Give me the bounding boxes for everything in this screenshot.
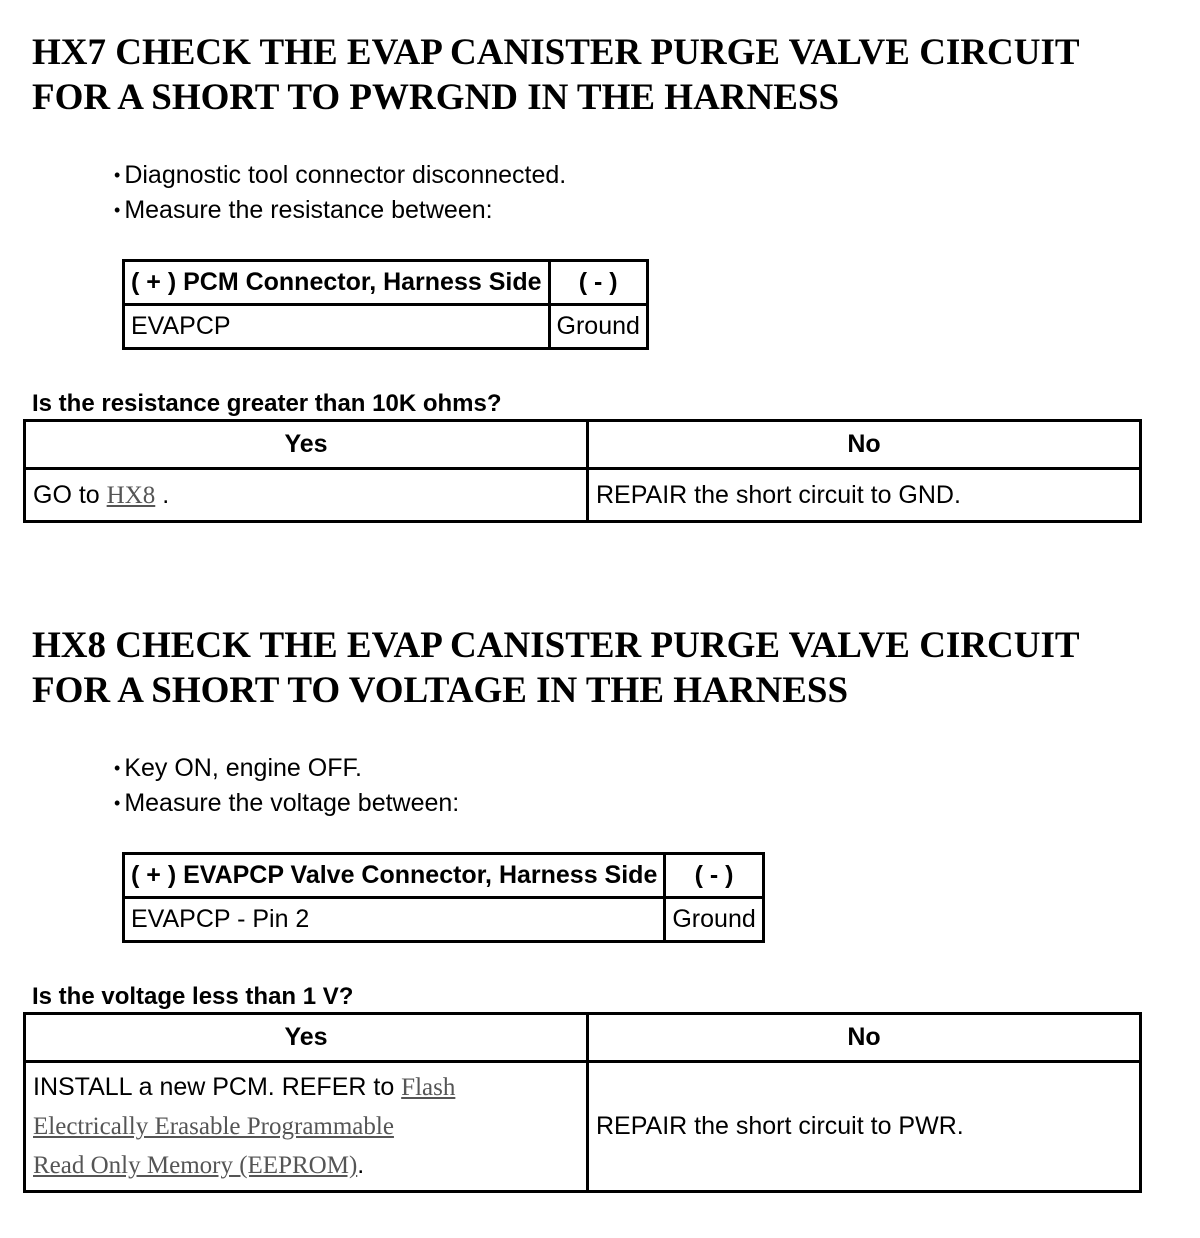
hx8-measure-table — [122, 852, 765, 943]
hx8-row-positive: EVAPCP - Pin 2 — [124, 898, 665, 942]
table-row — [25, 1062, 1141, 1192]
table-row — [124, 898, 764, 942]
hx8-steps — [114, 752, 459, 822]
hx8-yes-prefix: INSTALL a new PCM. REFER to — [33, 1073, 402, 1101]
hx8-no-cell: REPAIR the short circuit to PWR. — [588, 1062, 1141, 1192]
hx7-yes-cell — [25, 469, 588, 522]
hx7-no-cell: REPAIR the short circuit to GND. — [588, 469, 1141, 522]
hx8-title-line1: HX8 CHECK THE EVAP CANISTER PURGE VALVE CIRCUIT — [32, 625, 1080, 666]
hx7-answer-table — [23, 419, 1142, 523]
hx7-yes-header: Yes — [25, 421, 588, 469]
hx8-title-line2: FOR A SHORT TO VOLTAGE IN THE HARNESS — [32, 670, 849, 711]
hx8-no-header: No — [588, 1014, 1141, 1062]
table-row — [25, 1014, 1141, 1062]
table-row — [124, 854, 764, 898]
table-row — [124, 305, 648, 349]
hx8-yes-cell — [25, 1062, 588, 1192]
hx7-title-line2: FOR A SHORT TO PWRGND IN THE HARNESS — [32, 77, 840, 118]
hx7-row-negative: Ground — [549, 305, 647, 349]
hx7-question: Is the resistance greater than 10K ohms? — [32, 390, 502, 417]
hx8-yes-suffix: . — [357, 1151, 365, 1179]
hx8-step-2: • Measure the voltage between: — [114, 787, 459, 822]
hx8-heading — [32, 623, 1080, 713]
hx7-header-negative: ( - ) — [549, 261, 647, 305]
flash-eeprom-link[interactable]: Electrically Erasable Programmable — [33, 1113, 394, 1140]
hx7-row-positive: EVAPCP — [124, 305, 550, 349]
flash-eeprom-link[interactable]: Read Only Memory (EEPROM) — [33, 1152, 358, 1179]
table-row — [25, 421, 1141, 469]
hx7-yes-suffix: . — [155, 480, 170, 509]
hx8-link[interactable]: HX8 — [106, 481, 156, 509]
hx8-header-positive: ( + ) EVAPCP Valve Connector, Harness Side — [124, 854, 665, 898]
hx7-step-1: • Diagnostic tool connector disconnected. — [114, 159, 566, 194]
hx7-yes-prefix: GO to — [33, 480, 107, 509]
flash-eeprom-link[interactable]: Flash — [401, 1074, 456, 1101]
hx8-step-1: • Key ON, engine OFF. — [114, 752, 459, 787]
hx8-answer-table — [23, 1012, 1142, 1193]
hx7-steps — [114, 159, 566, 229]
hx8-yes-header: Yes — [25, 1014, 588, 1062]
hx7-no-header: No — [588, 421, 1141, 469]
hx7-step-2: • Measure the resistance between: — [114, 194, 566, 229]
hx8-row-negative: Ground — [665, 898, 763, 942]
hx8-header-negative: ( - ) — [665, 854, 763, 898]
hx7-header-positive: ( + ) PCM Connector, Harness Side — [124, 261, 550, 305]
hx7-title-line1: HX7 CHECK THE EVAP CANISTER PURGE VALVE CIRCUIT — [32, 32, 1080, 73]
hx7-measure-table — [122, 259, 649, 350]
hx8-question: Is the voltage less than 1 V? — [32, 983, 354, 1010]
table-row — [25, 469, 1141, 522]
hx7-heading — [32, 30, 1080, 120]
table-row — [124, 261, 648, 305]
